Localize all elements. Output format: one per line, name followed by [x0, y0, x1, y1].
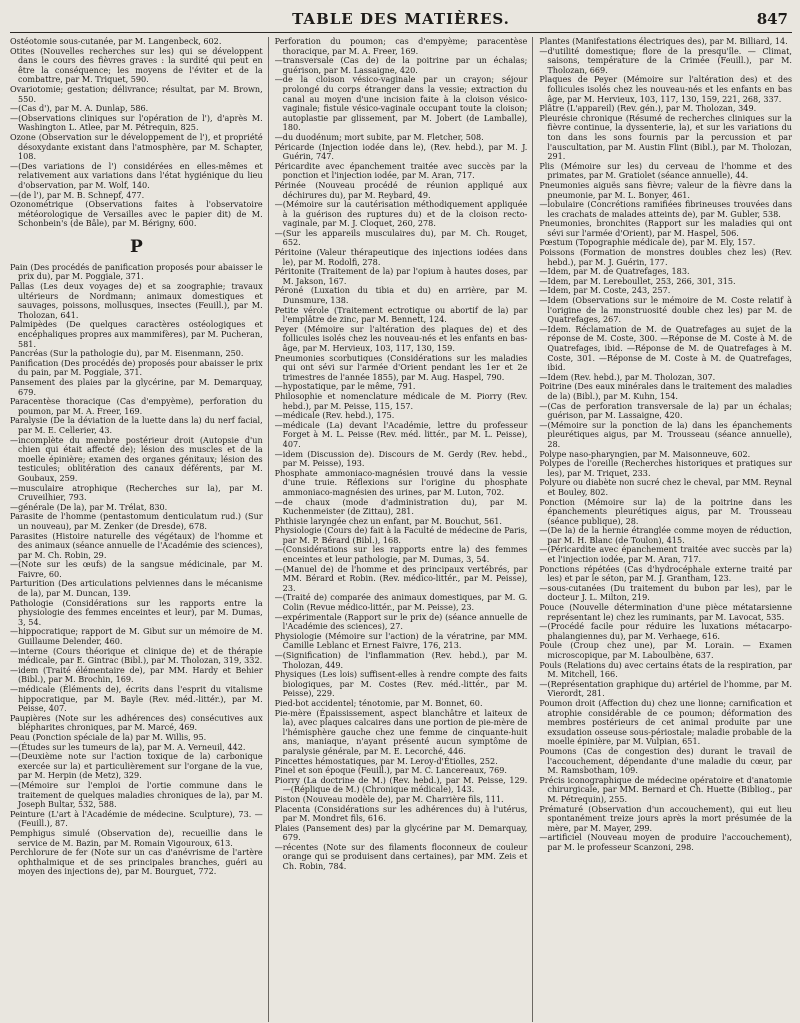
index-entry: Prématuré (Observation d'un accouchement), qui eut lieu spontanément treize jours après la mort présumée de la mère, par M. Mayer, 299.	[539, 803, 792, 833]
index-entry: Panification (Des procédés de) proposés pour abaisser le prix du pain, par M. Poggiale, 371.	[10, 357, 263, 378]
index-entry: Perforation du poumon; cas d'empyème; paracentèse thoracique, par M. A. Freer, 169.	[274, 37, 528, 56]
index-entry: —(De la) de la hernie étranglée comme moyen de réduction, par M. H. Blanc (de Toulon), 415.	[539, 525, 792, 545]
index-entry: —de la cloison vésico-vaginale par un crayon; séjour prolongé du corps étranger dans la vessie; extraction du canal au moyen d'une incision faite à la cloison vésico-vaginale; fistule vésico-vaginale occupant toute la cloison; autoplastie par glissement, par M. Jobert (de Lamballe), 180.	[274, 74, 528, 133]
index-entry: Poumons (Cas de congestion des) durant le travail de l'accouchement, dépendante d'une maladie du cœur, par M. Ramsbotham, 109.	[539, 745, 792, 776]
index-entry: —hippocratique; rapport de M. Gibut sur un mémoire de M. Guillaume Delender, 460.	[10, 626, 263, 647]
index-entry: Péricardite avec épanchement traitée avec succès par la ponction et l'injection iodée, par M. Aran, 717.	[274, 160, 528, 181]
page-number: 847	[756, 10, 788, 28]
index-entry: —Idem (Rev. hebd.), par M. Tholozan, 307.	[539, 371, 716, 382]
index-entry: Pathologie (Considérations sur les rapports entre la physiologie des femmes enceintes et leur), par M. Dumas, 3, 54.	[10, 597, 263, 627]
index-entry: Péricarde (Injection iodée dans le), (Rev. hebd.), par M. J. Guérin, 747.	[274, 141, 528, 162]
index-entry: —lobulaire (Concrétions ramifiées fibrineuses trouvées dans les crachats de malades atteints de), par M. Gubler, 538.	[539, 199, 792, 219]
index-entry: —(Représentation graphique du) artériel de l'homme, par M. Vierordt, 281.	[539, 678, 792, 699]
index-entry: Peinture (L'art à l'Académie de médecine. Sculpture), 73. —(Feuill.), 87.	[10, 808, 263, 829]
index-entry: —hypostatique, par le même, 791.	[274, 381, 416, 392]
index-entry: —médicale (Rev. hebd.), 175.	[274, 410, 395, 421]
index-entry: Plis (Mémoire sur les) du cerveau de l'homme et des primates, par M. Gratiolet (séance annuelle), 44.	[539, 160, 792, 181]
index-entry: Poule (Croup chez une), par M. Lorain. — Examen microscopique, par M. Laboulbène, 637.	[539, 640, 792, 660]
index-entry: —récentes (Note sur des filaments floconneux de couleur orange qui se produisent dans certaines), par MM. Zeis et Ch. Robin, 784.	[274, 841, 528, 872]
index-column-2	[275, 37, 534, 1022]
index-entry: Piston (Nouveau modèle de), par M. Charrière fils, 111.	[274, 793, 504, 804]
index-entry: Perchlorure de fer (Note sur un cas d'anévrisme de l'artère ophthalmique et de ses principales branches, guéri au moyen des injections de), par M. Bourguet, 772.	[10, 847, 263, 877]
index-entry: Pie-mère (Épaississement, aspect blanchâtre et laiteux de la), avec plaques calcaires dans une portion de pie-mère de l'hémisphère gauche chez une femme de cinquante-huit ans, maniaque, n'ayant présenté aucun symptôme de paralysie générale, par M. E. Lecorché, 446.	[274, 707, 528, 756]
index-entry: Pœstum (Topographie médicale de), par M. Ely, 157.	[539, 237, 756, 248]
index-entry: Pneumonies scorbutiques (Considérations sur les maladies qui ont sévi sur l'armée d'Orient pendant les 1er et 2e trimestres de l'année 1855), par M. Aug. Haspel, 790.	[274, 352, 528, 382]
index-entry: Pinel et son époque (Feuill.), par M. C. Lancereaux, 769.	[274, 765, 507, 776]
index-entry: Pallas (Les deux voyages de) et sa zoographie; travaux ultérieurs de Nordmann; animaux domestiques et sauvages, poissons, mollusques, insectes (Feuill.), par M. Tholozan, 641.	[10, 281, 263, 320]
index-entry: —(Cas d'), par M. A. Dunlap, 586.	[10, 103, 149, 114]
index-entry: —médicale (Éléments de), écrits dans l'esprit du vitalisme hippocratique, par M. Bayle (Rev. méd.-littér.), par M. Peisse, 407.	[10, 684, 263, 714]
index-entry: Phosphate ammoniaco-magnésien trouvé dans la vessie d'une truie. Réflexions sur l'origine du phosphate ammoniaco-magnésien des urines, par M. Luton, 702.	[274, 467, 528, 497]
index-entry: Plaques de Peyer (Mémoire sur l'altération des) et des follicules isolés chez les nouveau-nés et les enfants en bas âge, par M. Hervieux, 103, 117, 130, 159, 221, 268, 337.	[539, 74, 792, 104]
index-entry: Pleurésie chronique (Résumé de recherches cliniques sur la fièvre continue, la dyssenterie, la), et sur les variations du ton dans les sons fournis par la percussion et par l'auscultation, par M. Austin Flint (Bibl.), par M. Tholozan, 291.	[539, 112, 792, 162]
index-entry: Pincettes hémostatiques, par M. Leroy-d'Étiolles, 252.	[274, 755, 498, 766]
index-entry: —(Cas de perforation transversale de la) par un échalas; guérison, par M. Lassaigne, 420.	[539, 400, 792, 421]
index-entry: Ozone (Observation sur le développement de l'), et propriété désoxydante existant dans l'atmosphère, par M. Schapter, 108.	[10, 131, 263, 162]
index-entry: Polypes de l'oreille (Recherches historiques et pratiques sur les), par M. Triquet, 233.	[539, 458, 792, 478]
index-entry: Petite vérole (Traitement ectrotique ou abortif de la) par l'emplâtre de zinc, par M. Bennett, 124.	[274, 304, 528, 325]
index-entry: Otites (Nouvelles recherches sur les) qui se développent dans le cours des fièvres graves : la surdité qui peut en être la conséquence; les moyens de l'éviter et de la combattre, par M. Triquet, 590.	[10, 45, 263, 85]
index-entry: —Idem, par M. Lereboullet, 253, 266, 301, 315.	[539, 275, 736, 286]
index-entry: Placenta (Considérations sur les adhérences du) à l'utérus, par M. Mondret fils, 616.	[274, 803, 528, 824]
index-entry: —de chaux (mode d'administration du), par M. Kuchenmeister (de Zittau), 281.	[274, 496, 528, 517]
index-columns	[10, 37, 792, 1022]
index-entry: Précis iconographique de médecine opératoire et d'anatomie chirurgicale, par MM. Bernard et Ch. Huette (Bibliog., par M. Pétrequin), 255.	[539, 774, 792, 804]
index-entry: —générale (De la), par M. Trélat, 830.	[10, 501, 168, 512]
index-entry: —Idem, par M. de Quatrefages, 183.	[539, 266, 690, 277]
index-entry: Plâtre (L'appareil) (Rev. gén.), par M. Tholozan, 349.	[539, 103, 757, 114]
index-entry: Physiologie (Mémoire sur l'action) de la vératrine, par MM. Camille Leblanc et Ernest Faivre, 176, 213.	[274, 630, 528, 651]
index-entry: —(Traité de) comparée des animaux domestiques, par M. G. Colin (Revue médico-littér., par M. Peisse), 23.	[274, 592, 528, 613]
index-entry: Ponctions répétées (Cas d'hydrocéphale externe traité par les) et par le séton, par M. J. Grantham, 123.	[539, 563, 792, 584]
index-entry: —idem (Discussion de). Discours de M. Gerdy (Rev. hebd., par M. Peisse), 193.	[274, 448, 528, 469]
index-entry: Plaies (Pansement des) par la glycérine par M. Demarquay, 679.	[274, 822, 528, 843]
index-entry: —sous-cutanées (Du traitement du bubon par les), par le docteur J. L. Milton, 219.	[539, 582, 792, 603]
index-entry: —(Mémoire sur la ponction de la) dans les épanchements pleurétiques aigus, par M. Trousseau (séance annuelle), 28.	[539, 419, 792, 449]
index-entry: Phthisie laryngée chez un enfant, par M. Bouchut, 561.	[274, 515, 502, 526]
index-entry: Plantes (Manifestations électriques des), par M. Billiard, 14.	[539, 37, 788, 46]
section-letter: P	[129, 236, 143, 257]
index-entry: Pemphigus simulé (Observation de), recueillie dans le service de M. Bazin, par M. Romain Vigouroux, 613.	[10, 827, 263, 848]
index-entry: —(Mémoire sur l'emploi de l'ortie commune dans le traitement de quelques maladies chroniques de la), par M. Joseph Bultar, 532, 588.	[10, 779, 263, 810]
index-entry: Peyer (Mémoire sur l'altération des plaques de) et des follicules isolés chez les nouveau-nés et les enfants en bas-âge, par M. Hervieux, 103, 117, 130, 159.	[274, 323, 528, 353]
index-entry: —(Procédé facile pour réduire les luxations métacarpo-phalangiennes du), par M. Verhaege, 616.	[539, 621, 792, 641]
index-entry: —(Observations cliniques sur l'opération de l'), d'après M. Washington L. Atlee, par M. Pétrequin, 825.	[10, 112, 263, 133]
index-entry: —(Deuxième note sur l'action toxique de la) carbonique exercée sur la) et particulièrement sur l'organe de la vue, par M. Herpin (de Metz), 329.	[10, 751, 263, 781]
index-entry: —musculaire atrophique (Recherches sur la), par M. Cruveilhier, 793.	[10, 482, 263, 503]
index-entry: Péroné (Luxation du tibia et du) en arrière, par M. Dunsmure, 138.	[274, 285, 528, 306]
index-entry: —(Études sur les tumeurs de la), par M. A. Verneuil, 442.	[10, 741, 246, 752]
index-entry: —(de l'), par M. B. Schnepf, 477.	[10, 189, 145, 200]
index-entry: —Idem. Réclamation de M. de Quatrefages au sujet de la réponse de M. Coste, 300. —Réponse de M. Coste à M. de Quatrefages, ibid. —Réponse de M. de Quatrefages à M. Coste, 301. —Réponse de M. Coste à M. de Quatrefages, ibid.	[539, 323, 792, 373]
index-entry: —(Sur les appareils musculaires du), par M. Ch. Rouget, 652.	[274, 227, 528, 248]
index-entry: Ovariotomie; gestation; délivrance; résultat, par M. Brown, 550.	[10, 83, 263, 104]
index-entry: —du duodénum; mort subite, par M. Fletcher, 508.	[274, 131, 484, 142]
index-entry: Péritonite (Traitement de la) par l'opium à hautes doses, par M. Jakson, 167.	[274, 266, 528, 286]
index-entry: —(Des variations de l') considérées en elles-mêmes et relativement aux variations dans l'état hygiénique du lieu d'observation, par M. Wolf, 140.	[10, 160, 263, 190]
index-entry: Parasites (Histoire naturelle des végétaux) de l'homme et des animaux (séance annuelle de l'Académie des sciences), par M. Ch. Robin, 29.	[10, 530, 263, 560]
index-entry: Philosophie et nomenclature médicale de M. Piorry (Rev. hebd.), par M. Peisse, 115, 157.	[274, 390, 528, 411]
index-entry: Pouce (Nouvelle détermination d'une pièce métatarsienne représentant le) chez les ruminants, par M. Lavocat, 535.	[539, 602, 792, 622]
index-entry: Polyure ou diabète non sucré chez le cheval, par MM. Reynal et Bouley, 802.	[539, 477, 792, 497]
index-column-3	[539, 37, 792, 1022]
index-entry: Pansement des plaies par la glycérine, par M. Demarquay, 679.	[10, 377, 263, 397]
index-entry: Pied-bot accidentel; ténotomie, par M. Bonnet, 60.	[274, 697, 483, 708]
index-entry: Polype naso-pharyngien, par M. Maisonneuve, 602.	[539, 448, 751, 459]
page-title: TABLE DES MATIÈRES.	[292, 10, 510, 28]
index-entry: —(Signification) de l'inflammation (Rev. hebd.), par M. Tholozan, 449.	[274, 650, 528, 670]
index-entry: —(Mémoire sur la cautérisation méthodiquement appliquée à la guérison des ruptures du) et de la cloison recto-vaginale, par M. J. Cloquet, 260, 278.	[274, 199, 528, 229]
index-entry: Pneumonies, bronchites (Rapport sur les maladies qui ont sévi sur l'armée d'Orient), par M. Haspel, 506.	[539, 218, 792, 238]
index-entry: —Idem, par M. Coste, 243, 257.	[539, 285, 671, 296]
index-entry: —(Note sur les œufs) de la sangsue médicinale, par M. Faivre, 60.	[10, 559, 263, 579]
index-entry: Poissons (Formation de monstres doubles chez les) (Rev. hebd.), par M. J. Guérin, 177.	[539, 247, 792, 267]
index-entry: Poitrine (Des eaux minérales dans le traitement des maladies de la) (Bibl.), par M. Kuhn, 154.	[539, 381, 792, 401]
index-column-1	[10, 37, 269, 1022]
index-entry: Ostéotomie sous-cutanée, par M. Langenbeck, 602.	[10, 37, 222, 46]
index-entry: —(Manuel de) de l'homme et des principaux vertébrés, par MM. Bérard et Robin. (Rev. médico-littér., par M. Peisse), 23.	[274, 563, 528, 593]
index-entry: Ponction (Mémoire sur la) de la poitrine dans les épanchements pleurétiques aigus, par M. Trousseau (séance publique), 28.	[539, 496, 792, 526]
index-entry: Périnée (Nouveau procédé de réunion appliqué aux déchirures du), par M. Reybard, 49.	[274, 179, 528, 200]
index-entry: —(Péricardite avec épanchement traitée avec succès par la) et l'injection iodée, par M. Aran, 717.	[539, 544, 792, 565]
index-entry: Peau (Ponction spéciale de la) par M. Willis, 95.	[10, 731, 207, 742]
index-entry: —expérimentale (Rapport sur le prix de) (séance annuelle de l'Académie des sciences), 27.	[274, 611, 528, 632]
index-entry: —interne (Cours théorique et clinique de) et de thérapie médicale, par E. Gintrac (Bibl.), par M. Tholozan, 319, 332.	[10, 645, 263, 666]
index-entry: —médicale (La) devant l'Académie, lettre du professeur Forget à M. L. Peisse (Rev. méd. littér., par M. L. Peisse), 407.	[274, 419, 528, 449]
index-entry: Pouls (Relations du) avec certains états de la respiration, par M. Mitchell, 166.	[539, 659, 792, 680]
index-entry: Parasite de l'homme (pentastomum denticulatum rud.) (Sur un nouveau), par M. Zenker (de Dresde), 678.	[10, 511, 263, 531]
index-entry: Poumon droit (Affection du) chez une lionne; carnification et atrophie considérable de ce poumon; déformation des membres postérieurs de cet animal produite par une exsudation osseuse sous-périostale; maladie probable de la moelle épinière, par M. Vulpian, 651.	[539, 697, 792, 747]
index-entry: Physiques (Les lois) suffisent-elles à rendre compte des faits biologiques, par M. Costes (Rev. méd.-littér., par M. Peisse), 229.	[274, 669, 528, 699]
index-entry: Paracentèse thoracique (Cas d'empyème), perforation du poumon, par M. A. Freer, 169.	[10, 396, 263, 416]
index-entry: —artificiel (Nouveau moyen de produire l'accouchement), par M. le professeur Scanzoni, 298.	[539, 832, 792, 852]
index-entry: —(Considérations sur les rapports entre la) des femmes enceintes et leur pathologie, par M. Dumas, 3, 54.	[274, 544, 528, 565]
index-entry: Paralysie (De la déviation de la luette dans la) du nerf facial, par M. E. Cellerier, 43.	[10, 415, 263, 435]
index-entry: Palmipèdes (De quelques caractères ostéologiques et encéphaliques propres aux mammifères), par M. Pucheran, 581.	[10, 319, 263, 349]
index-entry: Ozonométrique (Observations faites à l'observatoire météorologique de Versailles avec le papier dit) de M. Schonbein's (de Bâle), par M. Bérigny, 600.	[10, 199, 263, 229]
index-entry: Pneumonies aiguës sans fièvre; valeur de la fièvre dans la pneumonie, par M. L. Bonyer, 461.	[539, 179, 792, 200]
index-entry: Paupières (Note sur les adhérences des) consécutives aux blépharites chroniques, par M. Marcé, 469.	[10, 712, 263, 733]
index-entry: —Idem (Observations sur le mémoire de M. Coste relatif à l'origine de la monstruosité double chez les) par M. de Quatrefages, 267.	[539, 295, 792, 325]
page-header	[10, 10, 792, 33]
index-entry: Piorry (La doctrine de M.) (Rev. hebd.), par M. Peisse, 129. —(Réplique de M.) (Chronique médicale), 143.	[274, 774, 528, 795]
index-entry: —incomplète du membre postérieur droit (Autopsie d'un chien qui était affecté de); lésion des muscles et de la moelle épinière; examen des organes génitaux; lésion des testicules; oblitération des canaux déférents, par M. Goubaux, 259.	[10, 434, 263, 483]
index-entry: —transversale (Cas de) de la poitrine par un échalas; guérison, par M. Lassaigne, 420.	[274, 55, 528, 75]
index-entry: —idem (Traité élémentaire de), par MM. Hardy et Behier (Bibl.), par M. Brochin, 169.	[10, 664, 263, 685]
index-entry: Pain (Des procédés de panification proposés pour abaisser le prix du), par M. Poggiale, 371.	[10, 261, 263, 282]
index-entry: Pancréas (Sur la pathologie du), par M. Eisenmann, 250.	[10, 348, 244, 359]
index-entry: Parturition (Des articulations pelviennes dans le mécanisme de la), par M. Duncan, 139.	[10, 578, 263, 599]
index-entry: Péritoine (Valeur thérapeutique des injections iodées dans le), par M. Rodolfi, 278.	[274, 247, 528, 267]
index-entry: —d'utilité domestique; flore de la presqu'île. — Climat, saisons, température de la Crimée (Feuill.), par M. Tholozan, 669.	[539, 45, 792, 75]
index-entry: Physiologie (Cours de) fait à la Faculté de médecine de Paris, par M. P. Bérard (Bibl.), 168.	[274, 525, 528, 545]
